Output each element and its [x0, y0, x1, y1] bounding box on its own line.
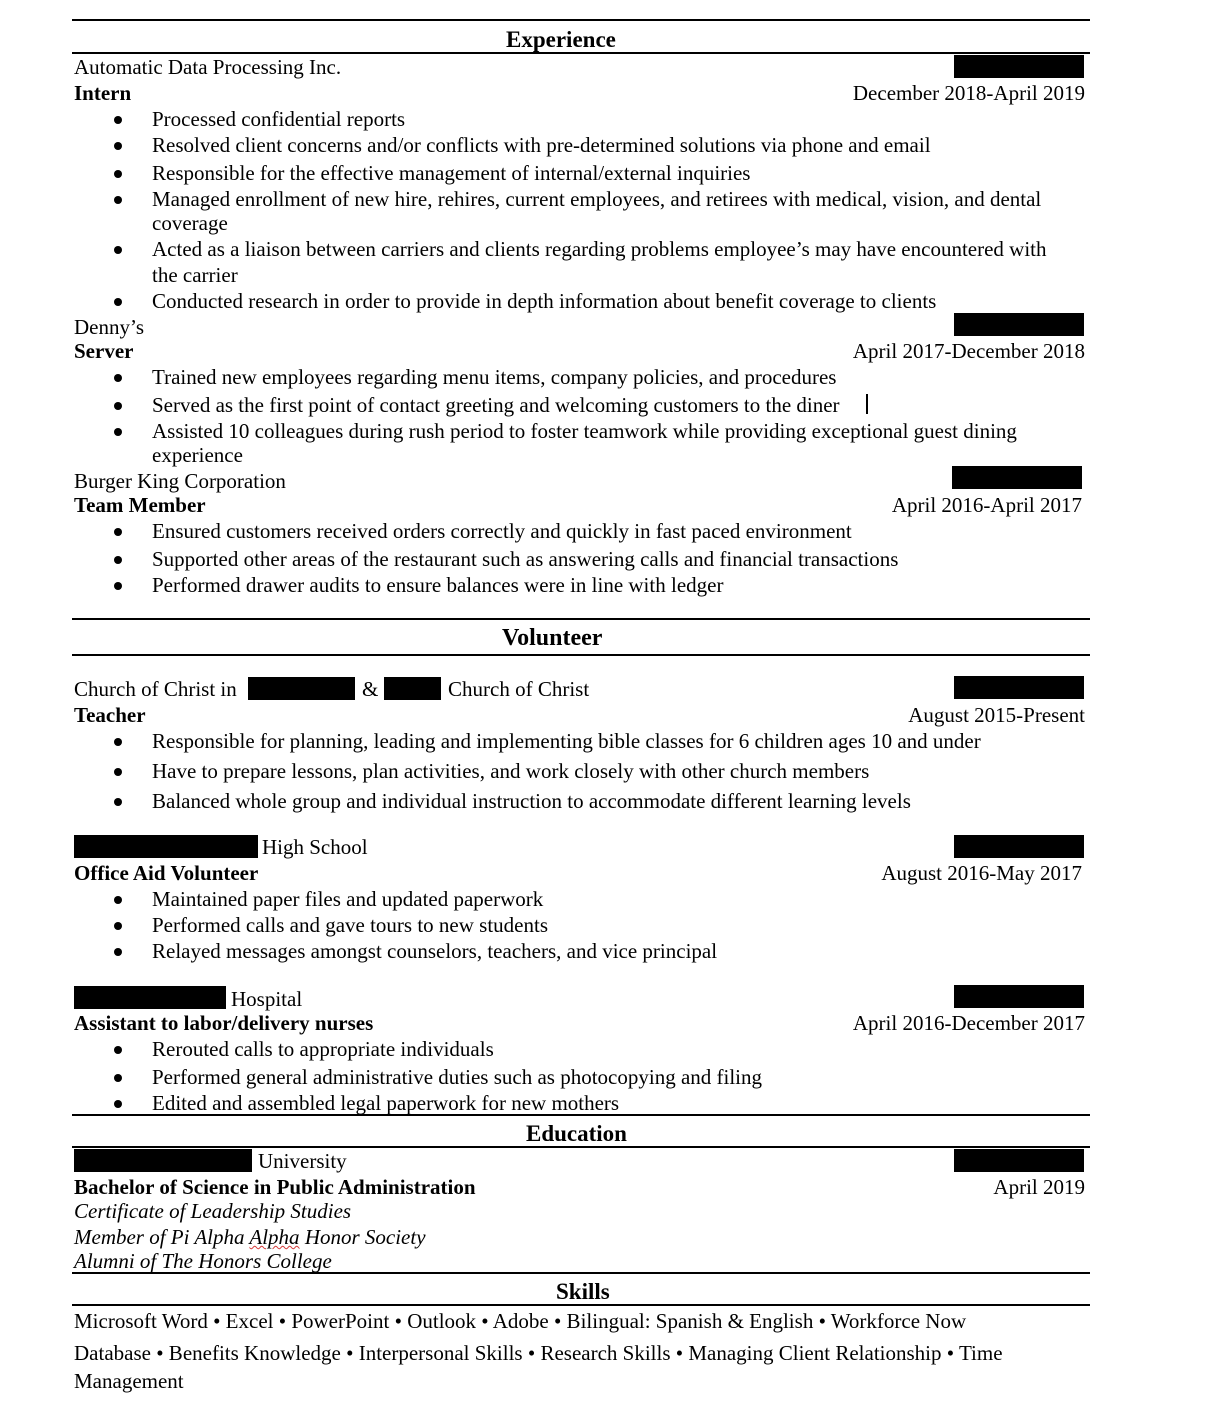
list-item: Served as the first point of contact greeting and welcoming customers to the diner: [152, 393, 840, 417]
job-dates: August 2015-Present: [908, 703, 1085, 727]
list-item: Performed general administrative duties such as photocopying and filing: [152, 1065, 763, 1089]
education-note-text: Honor Society: [304, 1225, 426, 1249]
job-dates: December 2018-April 2019: [852, 81, 1085, 105]
bullet-point: [114, 922, 122, 930]
section-rule: [72, 618, 1090, 620]
redaction-bar: [954, 55, 1084, 78]
org-name: University: [258, 1149, 347, 1173]
org-name: High School: [262, 835, 368, 859]
section-heading-skills: Skills: [556, 1279, 610, 1304]
org-name: Hospital: [231, 987, 303, 1011]
section-heading-experience: Experience: [506, 27, 616, 52]
list-item: Maintained paper files and updated paperwork: [152, 887, 544, 911]
org-name: Automatic Data Processing Inc.: [74, 55, 342, 79]
section-heading-education: Education: [526, 1121, 627, 1146]
org-name: Church of Christ: [448, 677, 590, 701]
list-item-continuation: the carrier: [152, 263, 238, 287]
list-item: Assisted 10 colleagues during rush period to foster teamwork while providing exceptional guest dining: [152, 419, 1017, 443]
list-item: Responsible for planning, leading and implementing bible classes for 6 children ages 10 and under: [152, 729, 981, 753]
list-item: Performed calls and gave tours to new students: [152, 913, 548, 937]
job-title: Server: [74, 339, 134, 363]
list-item: Supported other areas of the restaurant such as answering calls and financial transactions: [152, 547, 899, 571]
section-rule: [72, 1304, 1090, 1306]
bullet-point: [114, 798, 122, 806]
bullet-point: [114, 582, 122, 590]
bullet-point: [114, 170, 122, 178]
org-name: Church of Christ in: [74, 677, 237, 701]
bullet-point: [114, 402, 122, 410]
job-dates: August 2016-May 2017: [881, 861, 1082, 885]
list-item: Responsible for the effective management of internal/external inquiries: [152, 161, 751, 185]
bullet-point: [114, 948, 122, 956]
list-item: Conducted research in order to provide in depth information about benefit coverage to clients: [152, 289, 937, 313]
bullet-point: [114, 298, 122, 306]
bullet-point: [114, 738, 122, 746]
section-rule: [72, 19, 1090, 21]
text-cursor: [866, 394, 868, 414]
education-note: Certificate of Leadership Studies: [74, 1199, 352, 1223]
list-item: Processed confidential reports: [152, 107, 406, 131]
org-name: Burger King Corporation: [74, 469, 286, 493]
bullet-point: [114, 116, 122, 124]
section-rule: [72, 1146, 1090, 1148]
spellcheck-word: Alpha: [249, 1225, 300, 1249]
redaction-bar: [74, 835, 258, 858]
job-dates: April 2016-December 2017: [852, 1011, 1085, 1035]
bullet-point: [114, 374, 122, 382]
list-item: Relayed messages amongst counselors, teachers, and vice principal: [152, 939, 718, 963]
bullet-point: [114, 1074, 122, 1082]
list-item-continuation: coverage: [152, 211, 228, 235]
org-name-ampersand: &: [362, 677, 379, 701]
bullet-point: [114, 1100, 122, 1108]
bullet-point: [114, 528, 122, 536]
list-item: Balanced whole group and individual instruction to accommodate different learning levels: [152, 789, 911, 813]
job-title: Office Aid Volunteer: [74, 861, 259, 885]
redaction-bar: [952, 466, 1082, 489]
redaction-bar: [954, 313, 1084, 336]
redaction-bar: [384, 677, 441, 700]
degree-title: Bachelor of Science in Public Administration: [74, 1175, 476, 1199]
job-dates: April 2016-April 2017: [891, 493, 1082, 517]
redaction-bar: [954, 1149, 1084, 1172]
skills-line: Management: [74, 1369, 184, 1393]
education-note: Alumni of The Honors College: [74, 1249, 332, 1273]
list-item: Performed drawer audits to ensure balances were in line with ledger: [152, 573, 724, 597]
list-item: Ensured customers received orders correctly and quickly in fast paced environment: [152, 519, 852, 543]
list-item: Managed enrollment of new hire, rehires, current employees, and retirees with medical, vision, and dental: [152, 187, 1042, 211]
job-title: Intern: [74, 81, 132, 105]
bullet-point: [114, 556, 122, 564]
graduation-date: April 2019: [993, 1175, 1085, 1199]
redaction-bar: [74, 1149, 252, 1172]
redaction-bar: [954, 835, 1084, 858]
education-note: [74, 1227, 426, 1248]
section-rule: [72, 52, 1090, 54]
redaction-bar: [74, 986, 226, 1009]
list-item: Rerouted calls to appropriate individuals: [152, 1037, 494, 1061]
section-rule: [72, 1114, 1090, 1116]
job-title: Team Member: [74, 493, 206, 517]
bullet-point: [114, 768, 122, 776]
redaction-bar: [248, 677, 355, 700]
skills-line: Microsoft Word • Excel • PowerPoint • Outlook • Adobe • Bilingual: Spanish & English • Workforce Now: [74, 1309, 967, 1333]
redaction-bar: [954, 985, 1084, 1008]
section-rule: [72, 654, 1090, 656]
bullet-point: [114, 896, 122, 904]
job-dates: April 2017-December 2018: [852, 339, 1085, 363]
job-title: Assistant to labor/delivery nurses: [74, 1011, 374, 1035]
bullet-point: [114, 142, 122, 150]
list-item: Resolved client concerns and/or conflicts with pre-determined solutions via phone and email: [152, 133, 931, 157]
list-item-continuation: experience: [152, 443, 243, 467]
bullet-point: [114, 428, 122, 436]
bullet-point: [114, 1046, 122, 1054]
education-note-text: Member of Pi Alpha: [74, 1225, 245, 1249]
redaction-bar: [954, 676, 1084, 699]
bullet-point: [114, 246, 122, 254]
job-title: Teacher: [74, 703, 146, 727]
skills-line: Database • Benefits Knowledge • Interpersonal Skills • Research Skills • Managing Client Relationship • Time: [74, 1341, 1003, 1365]
section-heading-volunteer: Volunteer: [502, 625, 603, 651]
list-item: Trained new employees regarding menu items, company policies, and procedures: [152, 365, 837, 389]
list-item: Acted as a liaison between carriers and clients regarding problems employee’s may have encountered with: [152, 237, 1047, 261]
list-item: Have to prepare lessons, plan activities, and work closely with other church members: [152, 759, 870, 783]
list-item: Edited and assembled legal paperwork for new mothers: [152, 1091, 620, 1115]
org-name: Denny’s: [74, 315, 144, 339]
section-rule: [72, 1272, 1090, 1274]
bullet-point: [114, 196, 122, 204]
